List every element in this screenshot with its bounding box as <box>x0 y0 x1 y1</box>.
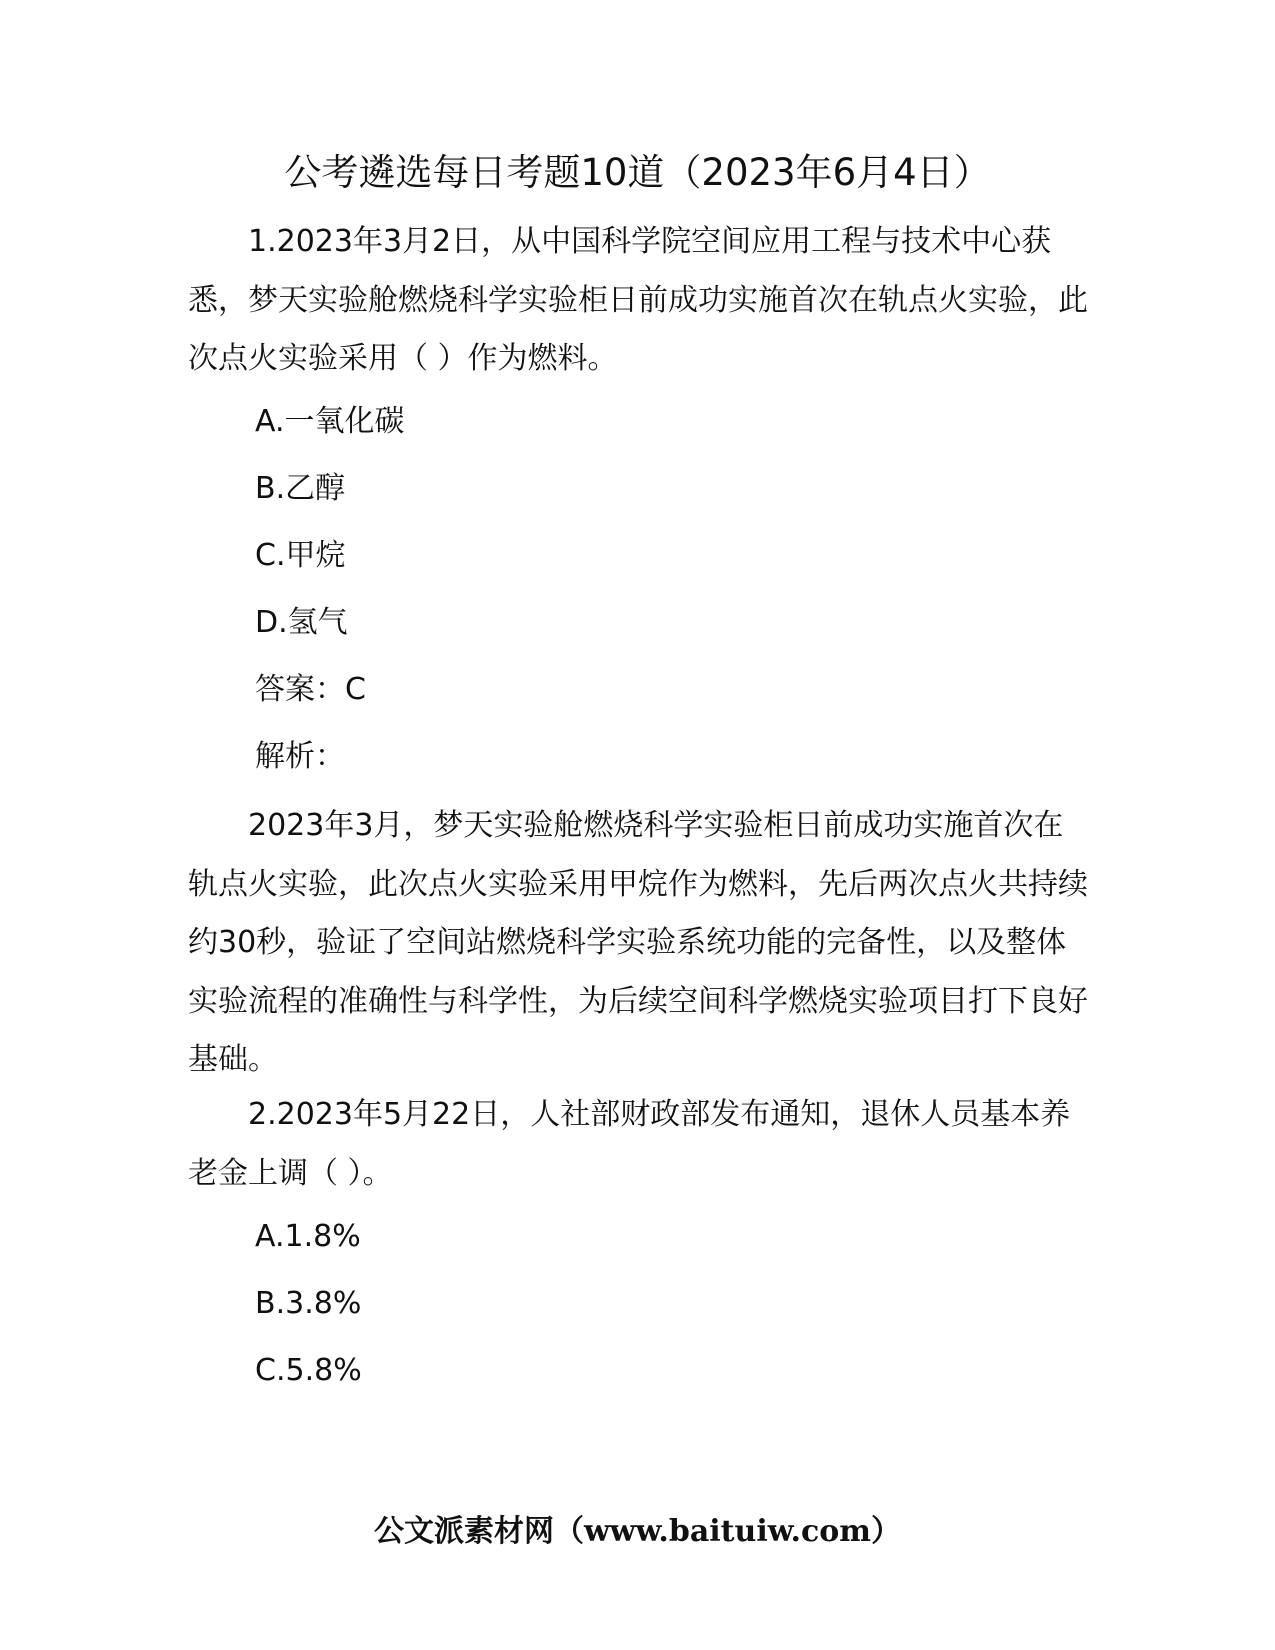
question-1-option-a: A.一氧化碳 <box>255 404 405 439</box>
question-1-analysis-label: 解析： <box>255 739 345 774</box>
question-1-option-c: C.甲烷 <box>255 538 346 573</box>
question-2-option-c: C.5.8% <box>255 1353 362 1388</box>
question-1-answer: 答案：C <box>255 672 366 707</box>
question-1-analysis: 2023年3月，梦天实验舱燃烧科学实验柜日前成功实施首次在轨点火实验，此次点火实验采用甲烷作为燃料，先后两次点火共持续约30秒，验证了空间站燃烧科学实验系统功能的完备性，以及整体实验流程的准确性与科学性，为后续空间科学燃烧实验项目打下良好基础。 <box>188 808 1088 1077</box>
question-1-option-b: B.乙醇 <box>255 471 346 506</box>
question-2-option-a: A.1.8% <box>255 1219 361 1254</box>
question-2-option-b: B.3.8% <box>255 1286 362 1321</box>
question-1-option-d: D.氢气 <box>255 605 348 640</box>
question-2-stem: 2.2023年5月22日，人社部财政部发布通知，退休人员基本养老金上调（ ）。 <box>188 1097 1071 1191</box>
page-title: 公考遴选每日考题10道（2023年6月4日） <box>284 151 991 194</box>
question-1-stem: 1.2023年3月2日，从中国科学院空间应用工程与技术中心获悉，梦天实验舱燃烧科学实验柜日前成功实施首次在轨点火实验，此次点火实验采用（ ）作为燃料。 <box>188 224 1088 376</box>
footer-source: 公文派素材网（www.baituiw.com） <box>373 1514 902 1549</box>
